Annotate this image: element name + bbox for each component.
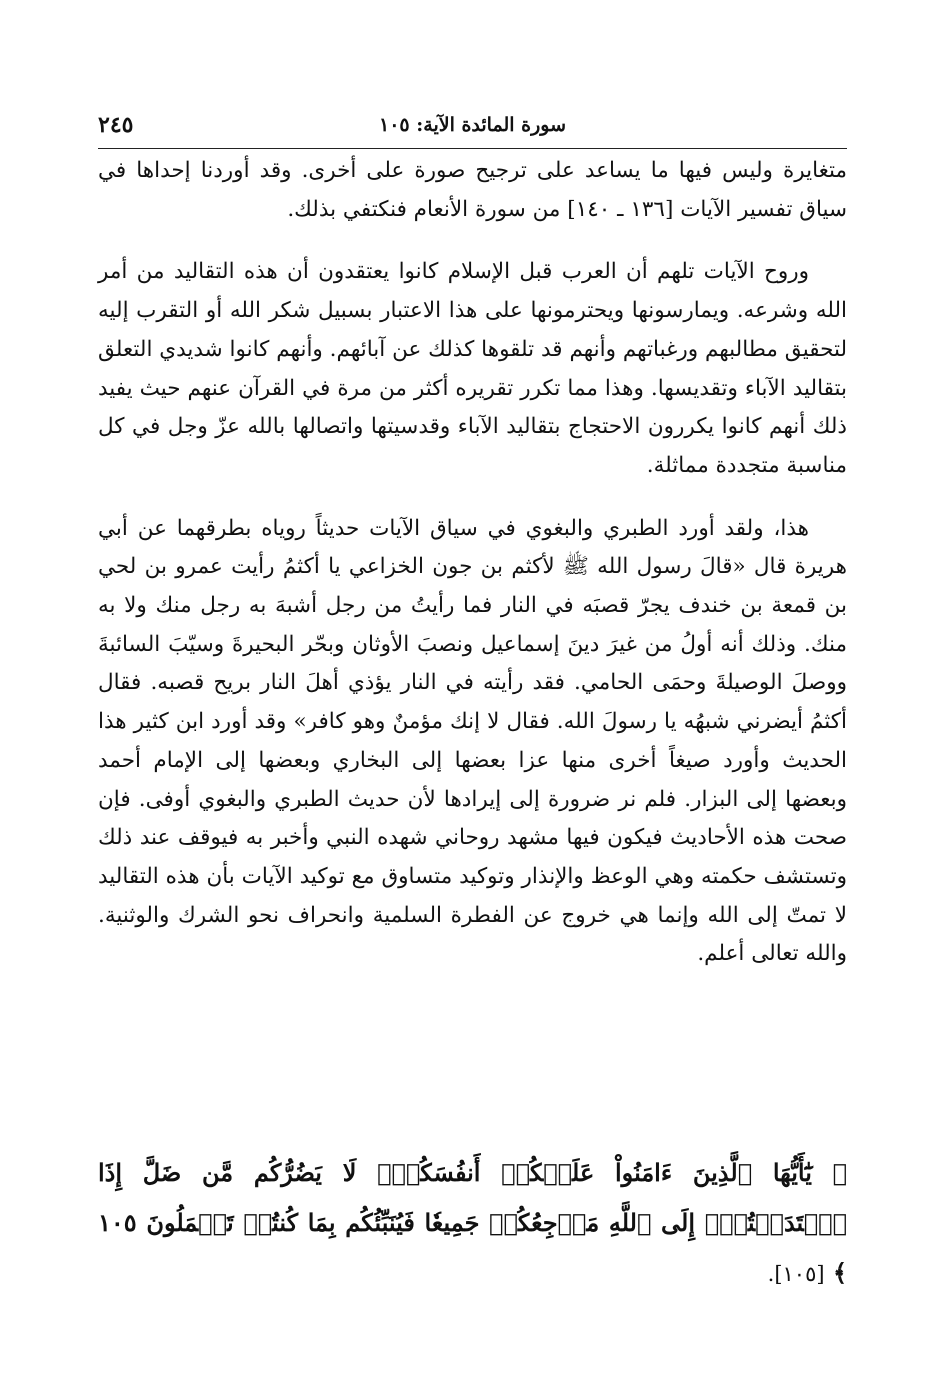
running-title: سورة المائدة الآية: ١٠٥ bbox=[379, 114, 566, 136]
paragraph-continuation: متغايرة وليس فيها ما يساعد على ترجيح صورة على أخرى. وقد أوردنا إحداها في سياق تفسير الآيات [١٣٦ ـ ١٤٠] من سورة الأنعام فنكتفي بذلك. bbox=[98, 158, 847, 222]
body-text bbox=[98, 152, 847, 998]
page-number: ٢٤٥ bbox=[98, 112, 134, 138]
page-header bbox=[98, 108, 847, 149]
verse-reference: [١٠٥]. bbox=[767, 1262, 825, 1286]
paragraph-hadith: هذا، ولقد أورد الطبري والبغوي في سياق الآيات حديثاً روياه بطرقهما عن أبي هريرة قال «قالَ رسول الله ﷺ لأكثم بن جون الخزاعي يا أكثمُ رأيت عمرو بن لحي بن قمعة بن خندف يجرّ قصبَه في النار فما رأيتُ من رجل أشبهَ به رجل منك ولا به منك. وذلك أنه أولُ من غيرَ دينَ إسماعيل ونصبَ الأوثان وبحّر البحيرةَ وسيّبَ السائبةَ ووصلَ الوصيلةَ وحمَى الحامي. فقد رأيته في النار يؤذي أهلَ النار بريح قصبه. فقال أكثمُ أيضرني شبهُه يا رسولَ الله. فقال لا إنك مؤمنٌ وهو كافر» وقد أورد ابن كثير هذا الحديث وأورد صيغاً أخرى منها عزا بعضها إلى البخاري وبعضها إلى الإمام أحمد وبعضها إلى البزار. فلم نر ضرورة إلى إيرادها لأن حديث الطبري والبغوي أوفى. فإن صحت هذه الأحاديث فيكون فيها مشهد روحاني شهده النبي وأخبر به فيوقف عند ذلك وتستشف حكمته وهي الوعظ والإنذار وتوكيد متساوق مع توكيد الآيات بأن هذه التقاليد لا تمتّ إلى الله وإنما هي خروج عن الفطرة السلمية وانحراف نحو الشرك والوثنية. والله تعالى أعلم. bbox=[98, 515, 847, 967]
quran-verse-text: ﴿ يَٰٓأَيُّهَا ٱلَّذِينَ ءَامَنُواْ عَلَيۡكُمۡ أَنفُسَكُمۡۖ لَا يَضُرُّكُم مَّن ضَلَّ إِذَا ٱهۡتَدَيۡتُمۡۚ إِلَى ٱللَّهِ مَرۡجِعُكُمۡ جَمِيعٗا فَيُنَبِّئُكُم بِمَا كُنتُمۡ تَعۡمَلُونَ ١٠٥ ﴾ bbox=[98, 1158, 847, 1287]
quran-verse-block bbox=[98, 1148, 847, 1299]
paragraph-spirit-of-verses: وروح الآيات تلهم أن العرب قبل الإسلام كانوا يعتقدون أن هذه التقاليد من أمر الله وشرعه. ويمارسونها ويحترمونها على هذا الاعتبار بسبيل شكر الله أو التقرب إليه لتحقيق مطالبهم ورغباتهم وأنهم قد تلقوها كذلك عن آبائهم. وأنهم كانوا شديدي التعلق بتقاليد الآباء وتقديسها. وهذا مما تكرر تقريره أكثر من مرة في القرآن عنهم حيث يفيد ذلك أنهم كانوا يكررون الاحتجاج بتقاليد الآباء وقدسيتها واتصالها بالله عزّ وجل في كل مناسبة متجددة مماثلة. bbox=[98, 259, 847, 478]
